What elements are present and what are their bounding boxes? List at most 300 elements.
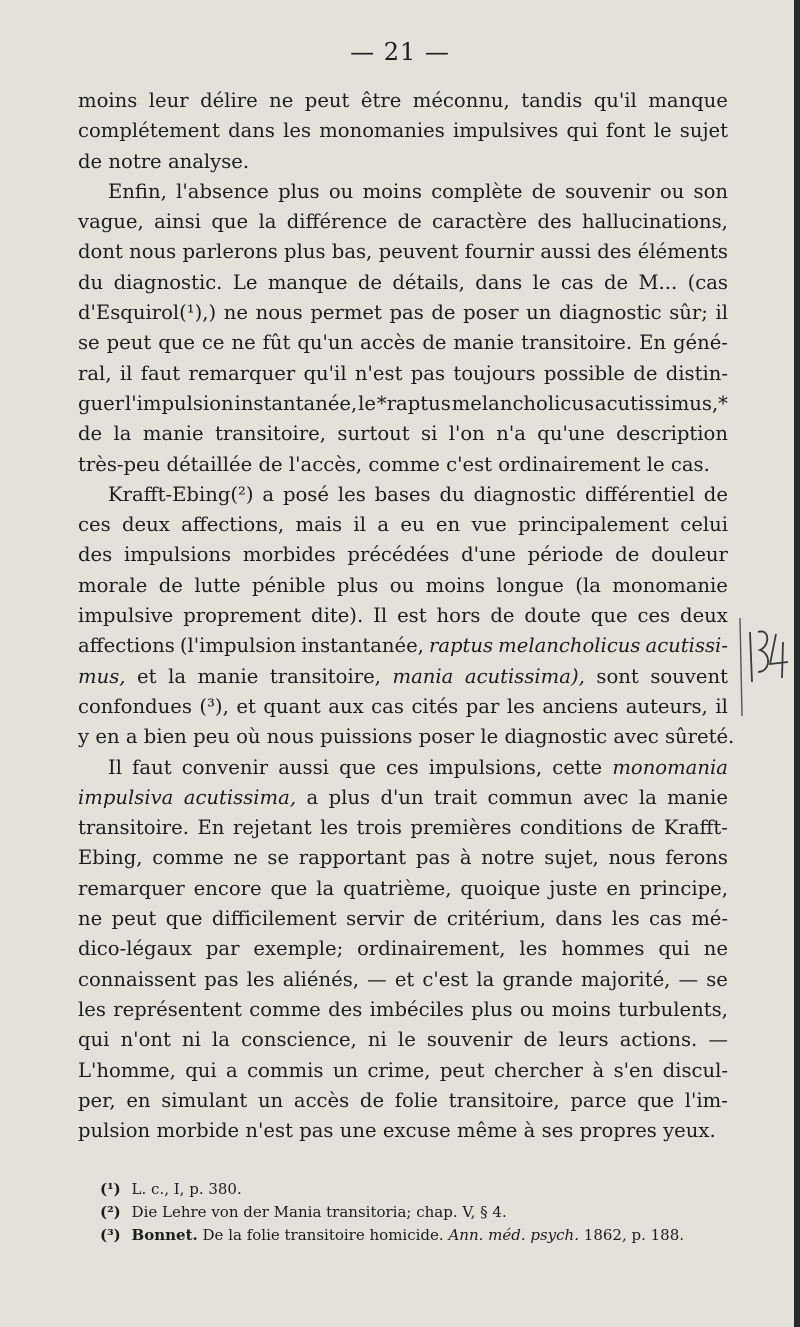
word: *raptus (376, 391, 451, 415)
word: juste (549, 876, 598, 900)
word: l'accès, (288, 452, 363, 476)
word: a (125, 725, 138, 749)
word: complétement (78, 119, 220, 143)
word: souvent (650, 664, 728, 688)
word: de (531, 179, 556, 203)
word: ne (78, 907, 103, 931)
word: acutissima, (183, 785, 297, 809)
word: tandis (521, 89, 583, 112)
word: M... (638, 270, 678, 294)
word: que (270, 876, 308, 900)
word: de (631, 816, 656, 840)
word: de (78, 149, 103, 173)
word: actions. (619, 1028, 698, 1052)
word: Il (108, 755, 123, 779)
handwritten-margin-note (736, 612, 792, 722)
word: peu (193, 725, 230, 749)
word: se (78, 331, 100, 355)
text-line (78, 237, 728, 267)
text-line (78, 843, 728, 873)
word: peut (111, 907, 157, 931)
word: Ebing, (78, 846, 143, 870)
word: y (78, 725, 90, 749)
word: dont (78, 240, 123, 264)
word: ne (223, 301, 248, 325)
word: dico-légaux (78, 937, 192, 961)
word: lutte (194, 573, 241, 597)
word: acutissima), (464, 664, 585, 688)
word: un (526, 301, 552, 325)
word: la (168, 664, 187, 688)
word: principe, (639, 876, 728, 900)
word: de (633, 361, 658, 385)
word: dite). (311, 604, 364, 628)
word: éléments (637, 240, 728, 264)
word: manque (648, 89, 728, 112)
text-line (78, 874, 728, 904)
word: ou (389, 573, 415, 597)
word: bas, (331, 240, 373, 264)
word: comme (368, 452, 440, 476)
footnote-2 (100, 1201, 740, 1224)
word: monomanie (612, 573, 728, 597)
word: les (283, 119, 312, 143)
word: le (358, 391, 377, 415)
word: même (457, 1119, 518, 1143)
word: (cas (687, 270, 728, 294)
word: description (616, 422, 728, 446)
body-text (78, 86, 735, 1146)
word: morbides (242, 543, 336, 567)
word: s'en (613, 1058, 654, 1082)
word: plus (336, 573, 379, 597)
word: ni (181, 1028, 201, 1052)
text-line (78, 540, 728, 570)
word: en (126, 1088, 151, 1112)
word: pas (204, 967, 239, 991)
text-line (78, 1025, 728, 1055)
text-line (78, 934, 728, 964)
text-line (78, 631, 728, 661)
word: géné- (672, 331, 728, 355)
word: manie (197, 664, 259, 688)
word: être (360, 89, 402, 112)
word: délire (200, 89, 258, 112)
word: de (523, 1028, 548, 1052)
word: anciens (542, 694, 619, 718)
word: n'a (496, 422, 526, 446)
word: sujet (679, 119, 728, 143)
word: d'un (380, 785, 424, 809)
word: (la (575, 573, 601, 597)
word: très-peu (78, 452, 161, 476)
word: se (706, 967, 728, 991)
word: il (353, 513, 366, 537)
word: de (422, 331, 447, 355)
word: impulsive (78, 604, 174, 628)
word: chercher (493, 1058, 584, 1082)
word: puissions (320, 725, 413, 749)
word: turbulents, (618, 997, 728, 1021)
word: mania (392, 664, 454, 688)
word: poser (418, 725, 475, 749)
word: plus (284, 240, 326, 264)
word: peuvent (378, 240, 459, 264)
word: que (590, 604, 628, 628)
word: propres (579, 1119, 657, 1143)
word: (³), (199, 694, 229, 718)
word: se (267, 846, 290, 870)
word: en (95, 725, 120, 749)
word: Krafft-Ebing(²) (108, 482, 254, 506)
footnote-author: Bonnet. (131, 1226, 198, 1244)
word: dans (475, 270, 523, 294)
word: complète (431, 179, 523, 203)
word: de (431, 301, 456, 325)
word: de (603, 270, 629, 294)
word: impulsions (124, 543, 232, 567)
word: pas (389, 301, 424, 325)
word: qui (78, 1028, 110, 1052)
word: différence (286, 210, 388, 234)
word: conscience, (241, 1028, 357, 1052)
word: diagnostic (504, 725, 608, 749)
word: ces (78, 513, 111, 537)
word: il (119, 361, 133, 385)
word: pas (415, 846, 451, 870)
page-edge (794, 0, 800, 1327)
word: à (459, 846, 472, 870)
word: les (78, 997, 106, 1021)
word: sont (596, 664, 639, 688)
word: cas. (670, 452, 710, 476)
footnote-text: De la folie transitoire homicide. (202, 1226, 444, 1244)
word: c'est (446, 452, 493, 476)
word: en (435, 513, 461, 537)
footnote-marker: (¹) (100, 1180, 121, 1198)
word: surtout (337, 422, 410, 446)
word: exemple; (253, 937, 344, 961)
word: conditions (519, 816, 623, 840)
word: d'une (461, 543, 516, 567)
word: des (78, 543, 113, 567)
word: le (532, 270, 551, 294)
word: ou (519, 997, 545, 1021)
word: plus (278, 179, 320, 203)
word: encore (193, 876, 262, 900)
word: manie (142, 422, 204, 446)
word: impulsions, (428, 755, 543, 779)
word: le (397, 1028, 416, 1052)
word: morale (78, 573, 148, 597)
word: deux (121, 513, 170, 537)
word: a (262, 482, 275, 506)
word: ne (703, 937, 728, 961)
word: ou (328, 179, 354, 203)
word: de (615, 543, 640, 567)
word: bien (143, 725, 187, 749)
word: le (646, 452, 665, 476)
word: la (113, 422, 132, 446)
word: le (653, 119, 672, 143)
word: que (339, 755, 376, 779)
word: par (205, 937, 240, 961)
word: il (715, 301, 728, 325)
word: permet (310, 301, 382, 325)
word: de (258, 452, 283, 476)
word: précédées (347, 543, 450, 567)
word: de (397, 210, 422, 234)
text-line (78, 450, 728, 480)
word: il (715, 694, 728, 718)
word: Enfin, (108, 179, 167, 203)
text-line (78, 389, 728, 419)
word: plus (471, 997, 513, 1021)
word: discul- (662, 1058, 728, 1082)
word: détaillée (166, 452, 253, 476)
word: parlerons (182, 240, 278, 264)
word: de (158, 573, 183, 597)
word: représentent (113, 997, 242, 1021)
word: de (78, 422, 103, 446)
word: comme (249, 997, 321, 1021)
word: instantanée, (301, 634, 424, 658)
word: pulsion (78, 1119, 151, 1143)
word: les (519, 937, 548, 961)
word: sûr; (669, 301, 708, 325)
word: les (506, 694, 535, 718)
word: excuse (382, 1119, 451, 1143)
word: — (367, 967, 387, 991)
word: posé (282, 482, 329, 506)
word: simulant (161, 1088, 248, 1112)
word: Le (232, 270, 258, 294)
word: où (236, 725, 261, 749)
word: n'ont (120, 1028, 171, 1052)
word: cas (371, 694, 404, 718)
text-line (78, 419, 728, 449)
word: à (592, 1058, 605, 1082)
word: diagnostic (473, 482, 577, 506)
word: a (306, 785, 319, 809)
text-line (78, 510, 728, 540)
word: mais (295, 513, 343, 537)
word: sujet, (544, 846, 599, 870)
word: moins (551, 997, 611, 1021)
word: nous (608, 846, 656, 870)
word: — (678, 967, 699, 991)
word: d'Esquirol(¹),) (78, 301, 217, 325)
word: qu'une (537, 422, 605, 446)
word: impulsives (452, 119, 559, 143)
word: manie (667, 785, 728, 809)
word: transitoire, (448, 1088, 560, 1112)
word: l'impulsion (125, 391, 234, 415)
footnote-reference: 1862, p. 188. (583, 1226, 685, 1244)
word: trois (356, 816, 402, 840)
word: convenir (181, 755, 269, 779)
word: auteurs, (625, 694, 708, 718)
word: avec (613, 725, 659, 749)
word: comme (152, 846, 224, 870)
word: la (212, 1028, 230, 1052)
word: grande (502, 967, 573, 991)
word: En (639, 331, 666, 355)
word: melancholicus (451, 391, 595, 415)
word: les (337, 482, 366, 506)
word: du (78, 270, 104, 294)
text-line (78, 722, 735, 752)
word: nous (129, 240, 177, 264)
footnote-text: L. c., I, p. 380. (131, 1180, 242, 1198)
word: en (606, 876, 631, 900)
word: cas (560, 270, 594, 294)
word: pas (410, 361, 446, 385)
footnote-1 (100, 1178, 740, 1201)
word: transitoire. (78, 816, 189, 840)
word: guer (78, 391, 125, 415)
word: des (597, 240, 632, 264)
word: dans (555, 907, 603, 931)
word: qu'un (297, 331, 354, 355)
word: per, (78, 1088, 116, 1112)
word: ce (201, 331, 225, 355)
word: une (339, 1119, 377, 1143)
word: les (246, 967, 275, 991)
word: de (413, 907, 438, 931)
word: de (490, 604, 515, 628)
word: son (693, 179, 728, 203)
word: leurs (558, 1028, 609, 1052)
word: et (137, 664, 157, 688)
text-line (78, 328, 728, 358)
text-line (78, 571, 728, 601)
word: Il (373, 604, 388, 628)
word: transitoire, (269, 664, 381, 688)
word: remarquer (78, 876, 185, 900)
word: si (421, 422, 438, 446)
word: possible (543, 361, 625, 385)
word: longue (496, 573, 564, 597)
word: caractère (432, 210, 528, 234)
word: cités (411, 694, 459, 718)
word: commun (487, 785, 573, 809)
word: remarquer (188, 361, 296, 385)
word: nous (255, 301, 303, 325)
word: melancholicus (498, 634, 641, 658)
text-line (78, 298, 728, 328)
word: (l'impulsion (179, 634, 297, 658)
word: de (703, 482, 728, 506)
footnote-marker: (³) (100, 1226, 121, 1244)
word: l'on (448, 422, 485, 446)
word: pénible (251, 573, 326, 597)
text-line (78, 813, 728, 843)
word: est (397, 604, 427, 628)
word: qu'il (593, 89, 637, 112)
word: eu (400, 513, 425, 537)
word: les (320, 816, 349, 840)
word: ne (231, 331, 256, 355)
word: qu'il (303, 361, 347, 385)
word: hommes (561, 937, 645, 961)
word: doute (524, 604, 581, 628)
word: difficilement (211, 907, 337, 931)
word: la (316, 876, 335, 900)
word: souvenir (426, 1028, 513, 1052)
word: commis (247, 1058, 324, 1082)
word: méconnu, (412, 89, 510, 112)
text-line (78, 480, 728, 510)
word: n'est (354, 361, 403, 385)
word: de (359, 1088, 385, 1112)
word: qui (185, 1058, 217, 1082)
word: yeux. (663, 1119, 716, 1143)
text-line (78, 783, 728, 813)
word: affections, (181, 513, 285, 537)
word: faut (140, 361, 181, 385)
word: monomania (612, 755, 728, 779)
word: transitoire, (215, 422, 327, 446)
footnotes (100, 1178, 740, 1247)
footnote-journal: Ann. méd. psych. (448, 1226, 579, 1244)
word: critérium, (446, 907, 546, 931)
word: détails, (392, 270, 465, 294)
word: distin- (665, 361, 728, 385)
word: ral, (78, 361, 112, 385)
word: impulsiva (78, 785, 174, 809)
word: poser (463, 301, 519, 325)
word: qui (658, 937, 690, 961)
text-line (78, 601, 728, 631)
word: accès (360, 331, 416, 355)
word: mus, (78, 664, 126, 688)
word: a (226, 1058, 238, 1082)
word: L'homme, (78, 1058, 176, 1082)
word: instantanée, (234, 391, 358, 415)
text-line (78, 904, 728, 934)
word: ses (541, 1119, 574, 1143)
word: moins (362, 179, 422, 203)
word: la (476, 967, 495, 991)
text-line (78, 692, 728, 722)
word: — (708, 1028, 728, 1052)
word: celui (680, 513, 728, 537)
text-line (78, 1086, 728, 1116)
word: manque (267, 270, 348, 294)
word: pas (299, 1119, 334, 1143)
word: l'im- (684, 1088, 728, 1112)
word: principalement (518, 513, 669, 537)
text-line (78, 116, 728, 146)
word: période (527, 543, 604, 567)
text-line (78, 995, 728, 1025)
word: vague, (78, 210, 144, 234)
word: rapportant (298, 846, 407, 870)
word: font (606, 119, 646, 143)
word: ou (659, 179, 685, 203)
word: a (377, 513, 389, 537)
word: cette (552, 755, 603, 779)
word: le (480, 725, 499, 749)
word: analyse. (167, 149, 250, 173)
word: ni (367, 1028, 387, 1052)
word: diagnostic. (113, 270, 223, 294)
text-line (78, 177, 728, 207)
page-number: — 21 — (350, 38, 450, 66)
word: du (439, 482, 465, 506)
word: aliénés, (282, 967, 359, 991)
